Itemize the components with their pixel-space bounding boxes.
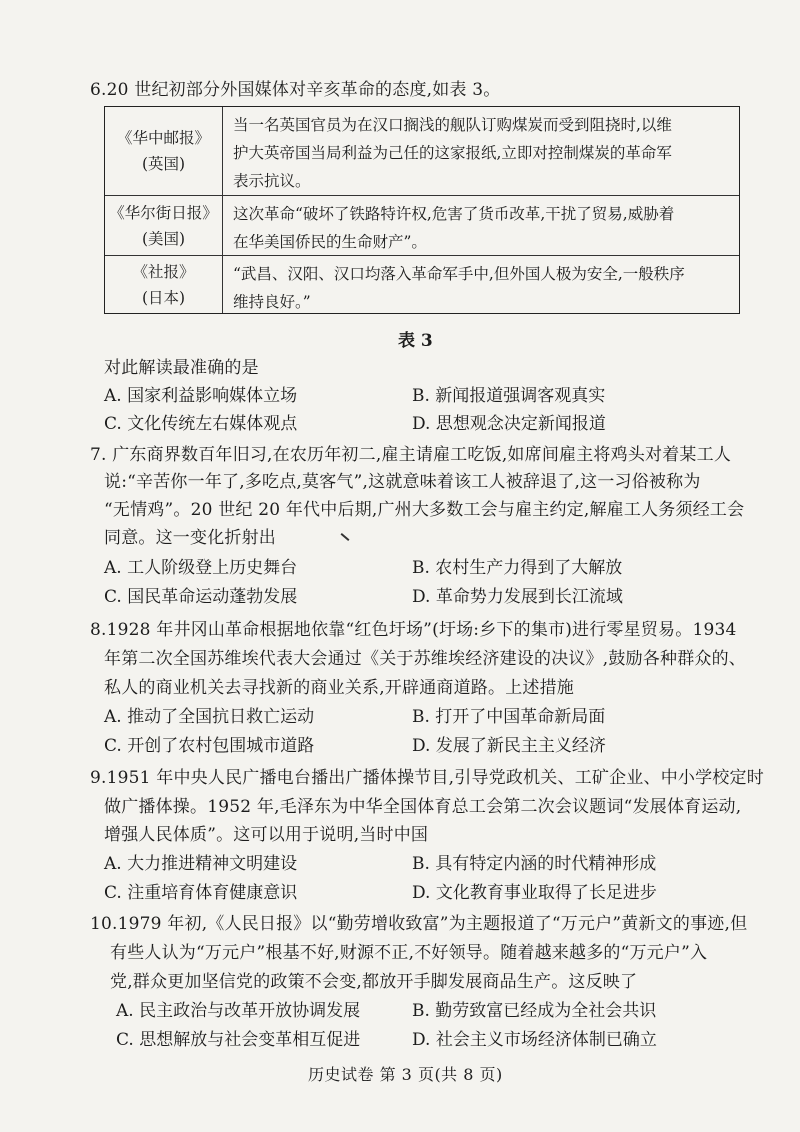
q8-option-b[interactable]: B. 打开了中国革命新局面 <box>412 707 606 727</box>
q8-option-d[interactable]: D. 发展了新民主主义经济 <box>412 736 606 756</box>
q7-stem-line: 同意。这一变化折射出 <box>104 528 276 548</box>
media-name: 《华中邮报》 <box>116 129 210 147</box>
table-content-cell <box>233 260 733 316</box>
q8-option-c[interactable]: C. 开创了农村包围城市道路 <box>104 736 315 756</box>
q10-option-a[interactable]: A. 民主政治与改革开放协调发展 <box>116 1001 361 1021</box>
q10-stem-line: 党,群众更加坚信党的政策不会变,都放开手脚发展商品生产。这反映了 <box>110 972 638 992</box>
table-caption: 表 3 <box>398 331 433 351</box>
q10-option-c[interactable]: C. 思想解放与社会变革相互促进 <box>116 1030 361 1050</box>
q6-option-b[interactable]: B. 新闻报道强调客观真实 <box>412 386 606 406</box>
media-name: 《社报》 <box>132 262 195 281</box>
q10-stem-line: 有些人认为“万元户”根基不好,财源不正,不好领导。随着越来越多的“万元户”入 <box>110 943 708 963</box>
q8-option-a[interactable]: A. 推动了全国抗日救亡运动 <box>104 707 315 727</box>
table-text-line: 这次革命“破坏了铁路特许权,危害了货币改革,干扰了贸易,威胁着 <box>233 205 675 223</box>
table-text-line: 当一名英国官员为在汉口搁浅的舰队订购煤炭而受到阻挠时,以维 <box>233 116 672 134</box>
q6-question: 对此解读最准确的是 <box>104 358 259 378</box>
q8-stem-line: 8.1928 年井冈山革命根据地依靠“红色圩场”(圩场:乡下的集市)进行零星贸易。1934 <box>90 620 737 640</box>
table-source-cell <box>105 196 223 255</box>
q7-stem-line: “无情鸡”。20 世纪 20 年代中后期,广州大多数工会与雇主约定,解雇工人务须经工会 <box>104 500 745 520</box>
q8-stem-line: 私人的商业机关去寻找新的商业关系,开辟通商道路。上述措施 <box>104 678 575 698</box>
pencil-mark <box>341 533 350 541</box>
q7-option-c[interactable]: C. 国民革命运动蓬勃发展 <box>104 587 298 607</box>
table-content-cell <box>233 200 733 256</box>
q6-option-c[interactable]: C. 文化传统左右媒体观点 <box>104 414 298 434</box>
page-footer: 历史试卷 第 3 页(共 8 页) <box>308 1065 503 1084</box>
q9-option-d[interactable]: D. 文化教育事业取得了长足进步 <box>412 883 657 903</box>
q10-option-d[interactable]: D. 社会主义市场经济体制已确立 <box>412 1030 657 1050</box>
table-row <box>105 255 739 313</box>
q10-stem-line: 10.1979 年初,《人民日报》以“勤劳增收致富”为主题报道了“万元户”黄新文的事迹,但 <box>90 914 748 934</box>
media-country: (美国) <box>141 229 186 248</box>
media-name: 《华尔街日报》 <box>109 203 218 222</box>
q9-option-c[interactable]: C. 注重培育体育健康意识 <box>104 883 298 903</box>
table-row <box>105 107 739 195</box>
table-text-line: 维持良好。” <box>233 293 311 311</box>
q7-option-b[interactable]: B. 农村生产力得到了大解放 <box>412 558 623 578</box>
q6-option-d[interactable]: D. 思想观念决定新闻报道 <box>412 414 606 434</box>
q8-stem-line: 年第二次全国苏维埃代表大会通过《关于苏维埃经济建设的决议》,鼓励各种群众的、 <box>104 649 747 669</box>
media-country: (英国) <box>141 155 186 173</box>
table-content-cell <box>233 111 733 195</box>
table-source-cell <box>105 256 223 313</box>
q7-stem-line: 7. 广东商界数百年旧习,在农历年初二,雇主请雇工吃饭,如席间雇主将鸡头对着某工人 <box>90 445 732 465</box>
q9-stem-line: 9.1951 年中央人民广播电台播出广播体操节目,引导党政机关、工矿企业、中小学校定时 <box>90 768 764 788</box>
q10-option-b[interactable]: B. 勤劳致富已经成为全社会共识 <box>412 1001 657 1021</box>
table-text-line: 在华美国侨民的生命财产”。 <box>233 233 427 251</box>
q7-option-a[interactable]: A. 工人阶级登上历史舞台 <box>104 558 298 578</box>
q9-option-a[interactable]: A. 大力推进精神文明建设 <box>104 854 298 874</box>
table-text-line: 表示抗议。 <box>233 172 311 190</box>
table-source-cell <box>105 107 223 195</box>
q7-stem-line: 说:“辛苦你一年了,多吃点,莫客气”,这就意味着该工人被辞退了,这一习俗被称为 <box>104 472 701 492</box>
table-row <box>105 195 739 255</box>
q6-stem: 6.20 世纪初部分外国媒体对辛亥革命的态度,如表 3。 <box>90 80 501 100</box>
q6-option-a[interactable]: A. 国家利益影响媒体立场 <box>104 386 298 406</box>
q6-table <box>104 106 740 314</box>
media-country: (日本) <box>141 288 186 307</box>
q7-option-d[interactable]: D. 革命势力发展到长江流域 <box>412 587 623 607</box>
table-text-line: “武昌、汉阳、汉口均落入革命军手中,但外国人极为安全,一般秩序 <box>233 265 685 283</box>
q9-stem-line: 做广播体操。1952 年,毛泽东为中华全国体育总工会第二次会议题词“发展体育运动, <box>104 797 742 817</box>
q9-option-b[interactable]: B. 具有特定内涵的时代精神形成 <box>412 854 657 874</box>
q9-stem-line: 增强人民体质”。这可以用于说明,当时中国 <box>104 825 429 845</box>
table-text-line: 护大英帝国当局利益为己任的这家报纸,立即对控制煤炭的革命军 <box>233 144 672 162</box>
